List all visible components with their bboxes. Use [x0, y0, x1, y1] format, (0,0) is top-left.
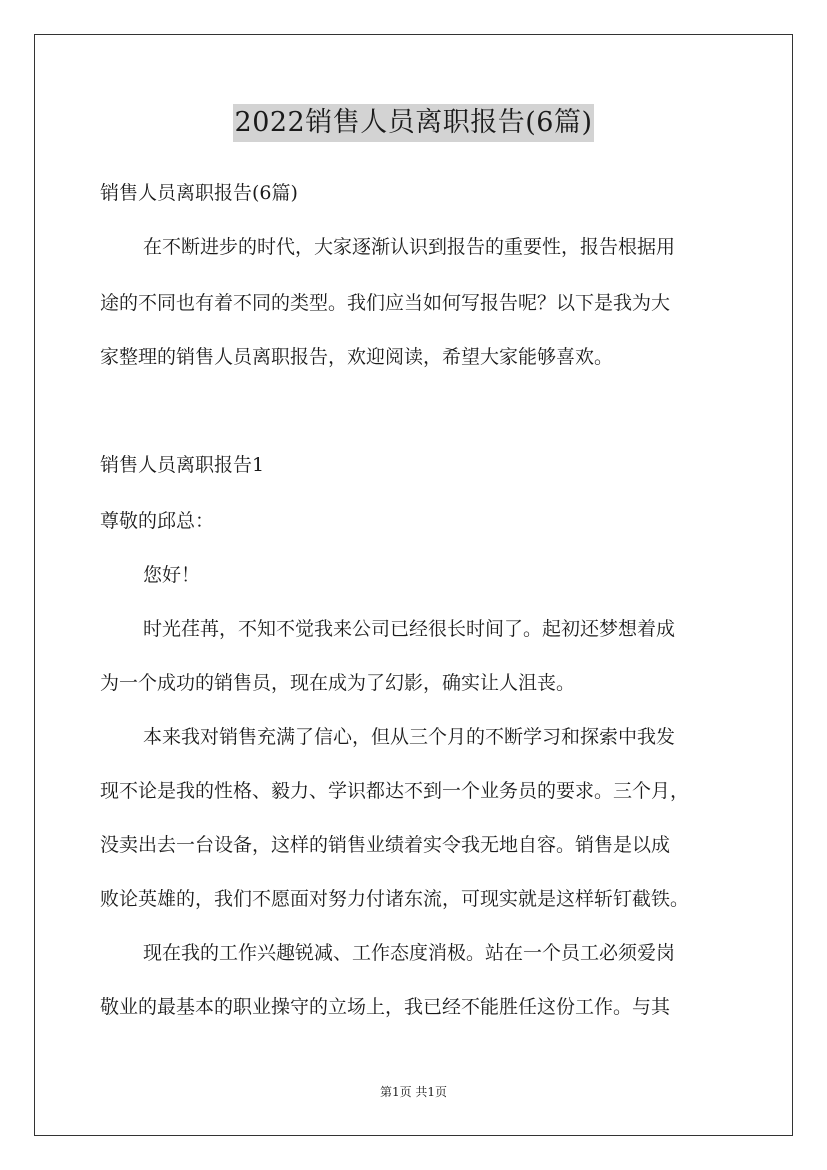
body-line: 现不论是我的性格、毅力、学识都达不到一个业务员的要求。三个月，	[100, 780, 690, 802]
page-footer: 第1页 共1页	[379, 1085, 448, 1099]
intro-line: 家整理的销售人员离职报告，欢迎阅读，希望大家能够喜欢。	[100, 346, 614, 368]
body-line: 本来我对销售充满了信心，但从三个月的不断学习和探索中我发	[143, 726, 676, 748]
body-line: 现在我的工作兴趣锐减、工作态度消极。站在一个员工必须爱岗	[143, 942, 676, 964]
body-line: 没卖出去一台设备，这样的销售业绩着实令我无地自容。销售是以成	[100, 834, 671, 856]
intro-line: 在不断进步的时代，大家逐渐认识到报告的重要性，报告根据用	[143, 236, 676, 258]
subtitle: 销售人员离职报告(6篇)	[100, 182, 298, 204]
intro-line: 途的不同也有着不同的类型。我们应当如何写报告呢？以下是我为大	[100, 292, 671, 314]
body-line: 败论英雄的，我们不愿面对努力付诸东流，可现实就是这样斩钉截铁。	[100, 888, 690, 910]
body-line: 敬业的最基本的职业操守的立场上，我已经不能胜任这份工作。与其	[100, 996, 671, 1018]
salutation: 尊敬的邱总：	[100, 510, 215, 532]
document-title: 2022销售人员离职报告(6篇)	[233, 104, 595, 142]
section-heading: 销售人员离职报告1	[100, 454, 265, 476]
body-line: 为一个成功的销售员，现在成为了幻影，确实让人沮丧。	[100, 672, 576, 694]
body-line: 时光荏苒，不知不觉我来公司已经很长时间了。起初还梦想着成	[143, 618, 676, 640]
greeting: 您好！	[143, 564, 201, 586]
title-container	[0, 104, 827, 142]
